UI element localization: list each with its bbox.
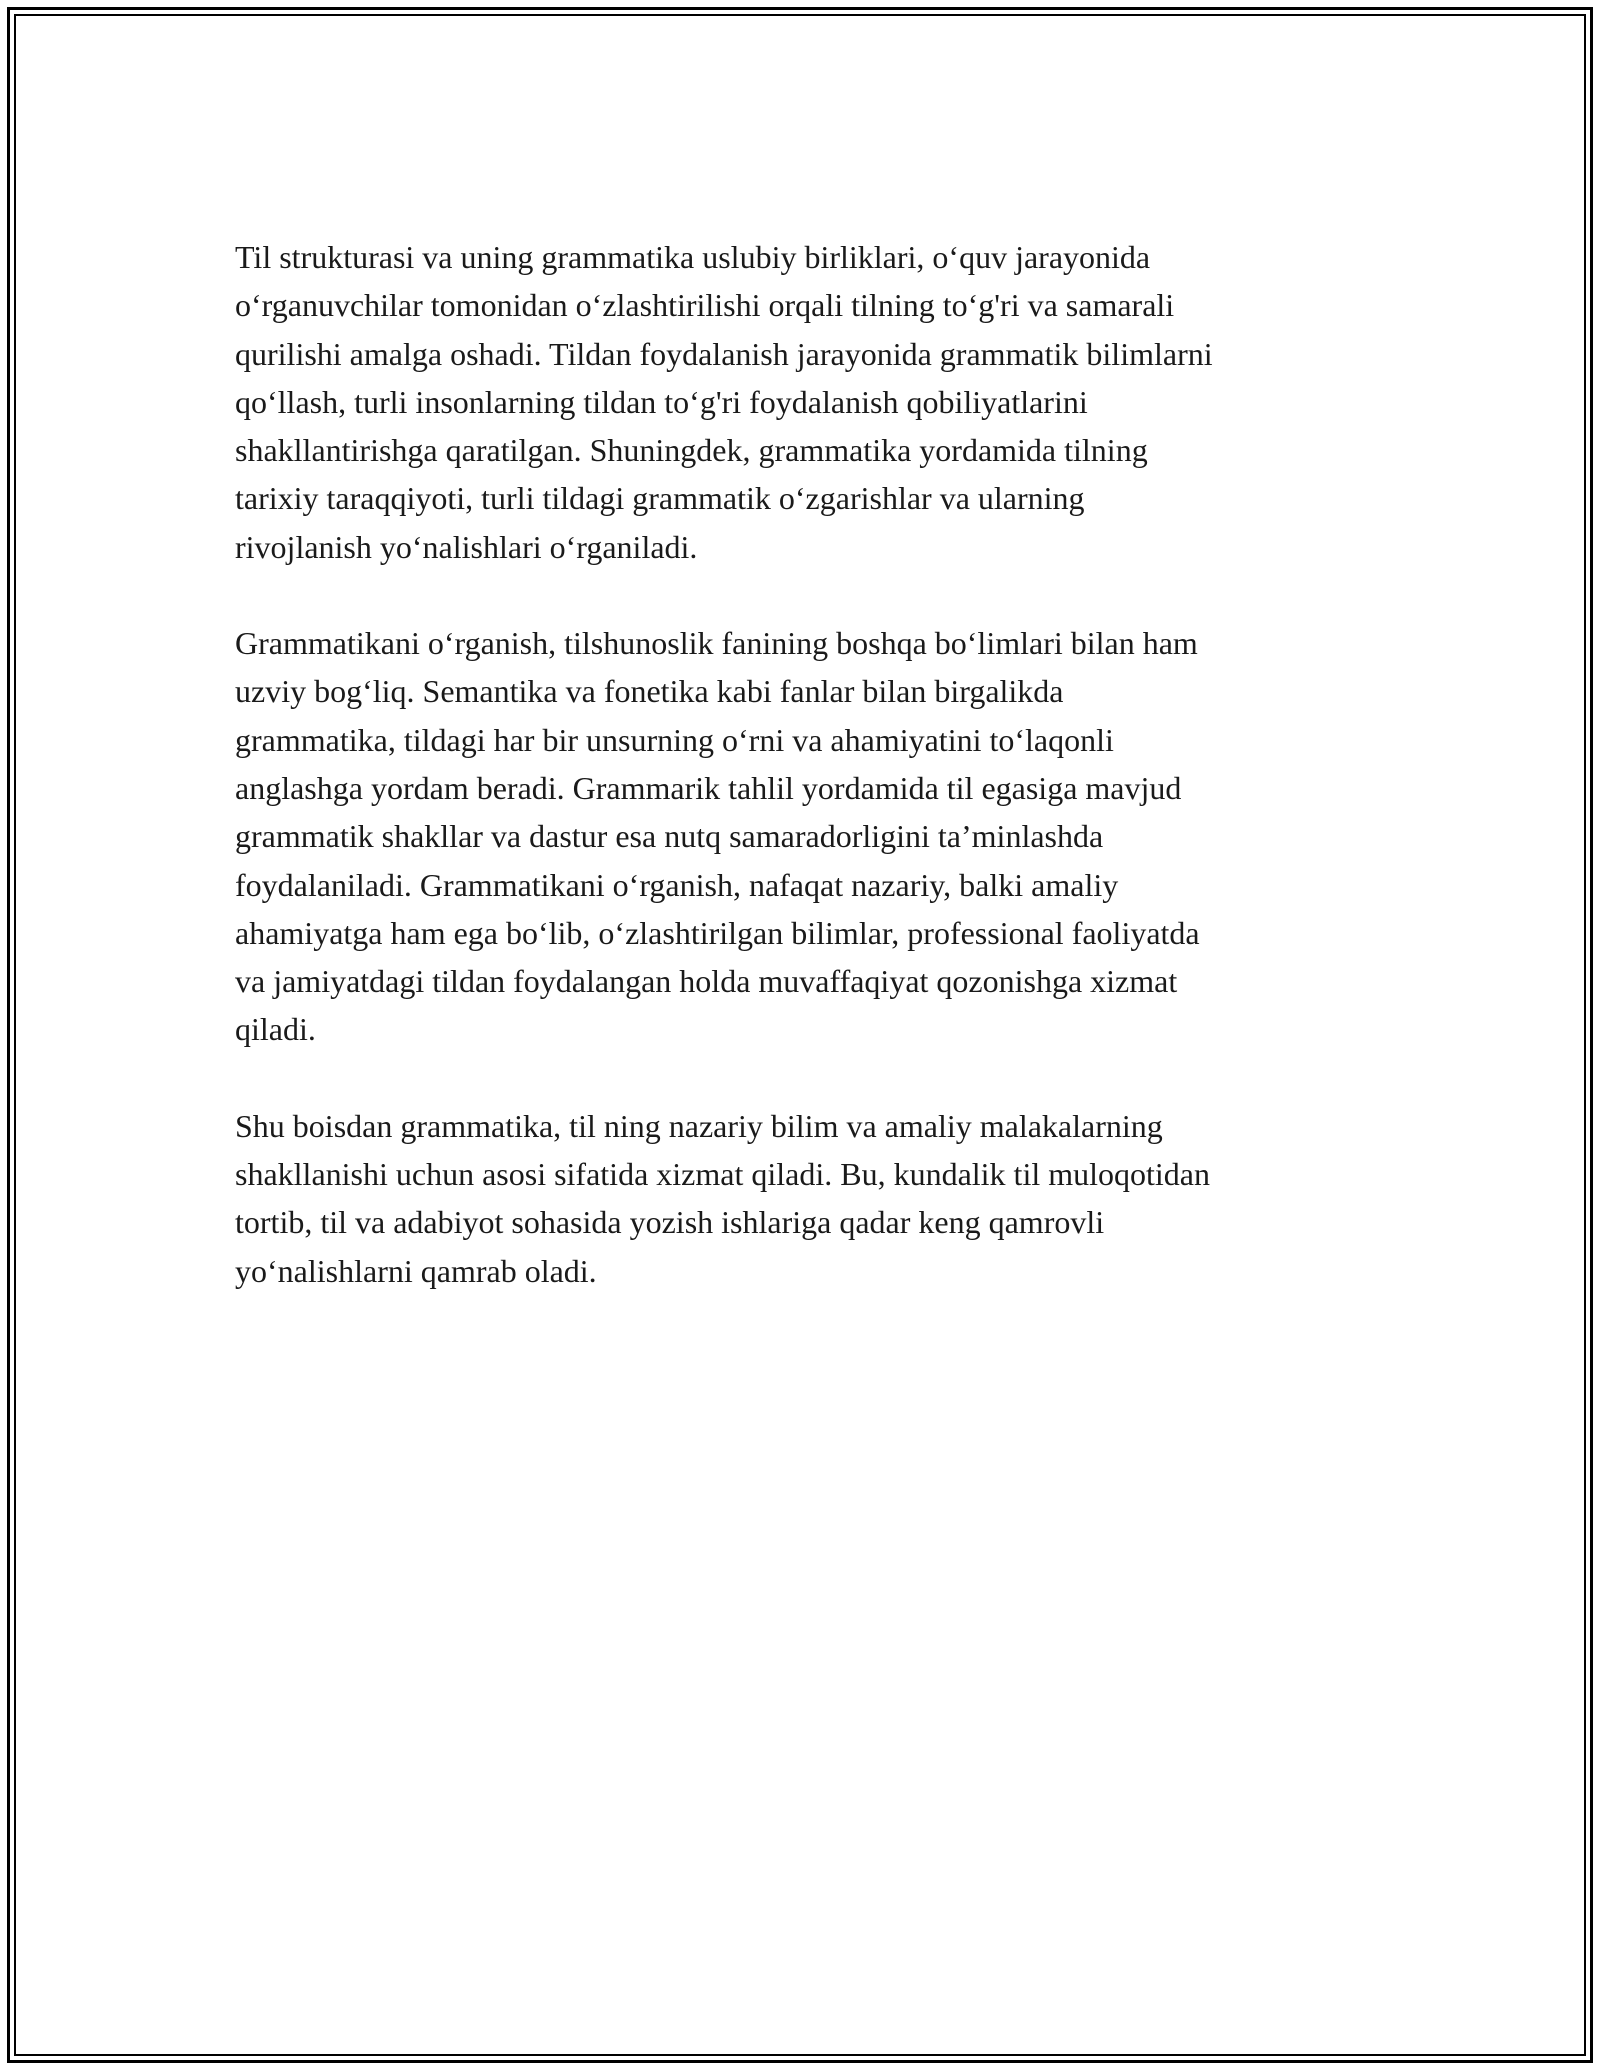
paragraph-1: Til strukturasi va uning grammatika uslubiy birliklari, o‘quv jarayonida o‘rganuvchilar tomonidan o‘zlashtirilishi orqali tilning to‘g'ri va samarali qurilishi amalga oshadi. Tildan foydalanish jarayonida grammatik bilimlarni qo‘llash, turli insonlarning tildan to‘g'ri foydalanish qobiliyatlarini shakllantirishga qaratilgan. Shuningdek, grammatika yordamida tilning tarixiy taraqqiyoti, turli tildagi grammatik o‘zgarishlar va ularning rivojlanish yo‘nalishlari o‘rganiladi.: [235, 239, 1213, 565]
paragraph-2: Grammatikani o‘rganish, tilshunoslik fanining boshqa bo‘limlari bilan ham uzviy bog‘liq. Semantika va fonetika kabi fanlar bilan birgalikda grammatika, tildagi har bir unsurning o‘rni va ahamiyatini to‘laqonli anglashga yordam beradi. Grammarik tahlil yordamida til egasiga mavjud grammatik shakllar va dastur esa nutq samaradorligini ta’minlashda foydalaniladi. Grammatikani o‘rganish, nafaqat nazariy, balki amaliy ahamiyatga ham ega bo‘lib, o‘zlashtirilgan bilimlar, professional faoliyatda va jamiyatdagi tildan foydalangan holda muvaffaqiyat qozonishga xizmat qiladi.: [235, 625, 1200, 1048]
document-body: [235, 233, 1365, 1343]
paragraph-3: Shu boisdan grammatika, til ning nazariy bilim va amaliy malakalarning shakllanishi uchun asosi sifatida xizmat qiladi. Bu, kundalik til muloqotidan tortib, til va adabiyot sohasida yozish ishlariga qadar keng qamrovli yo‘nalishlarni qamrab oladi.: [235, 1107, 1210, 1289]
